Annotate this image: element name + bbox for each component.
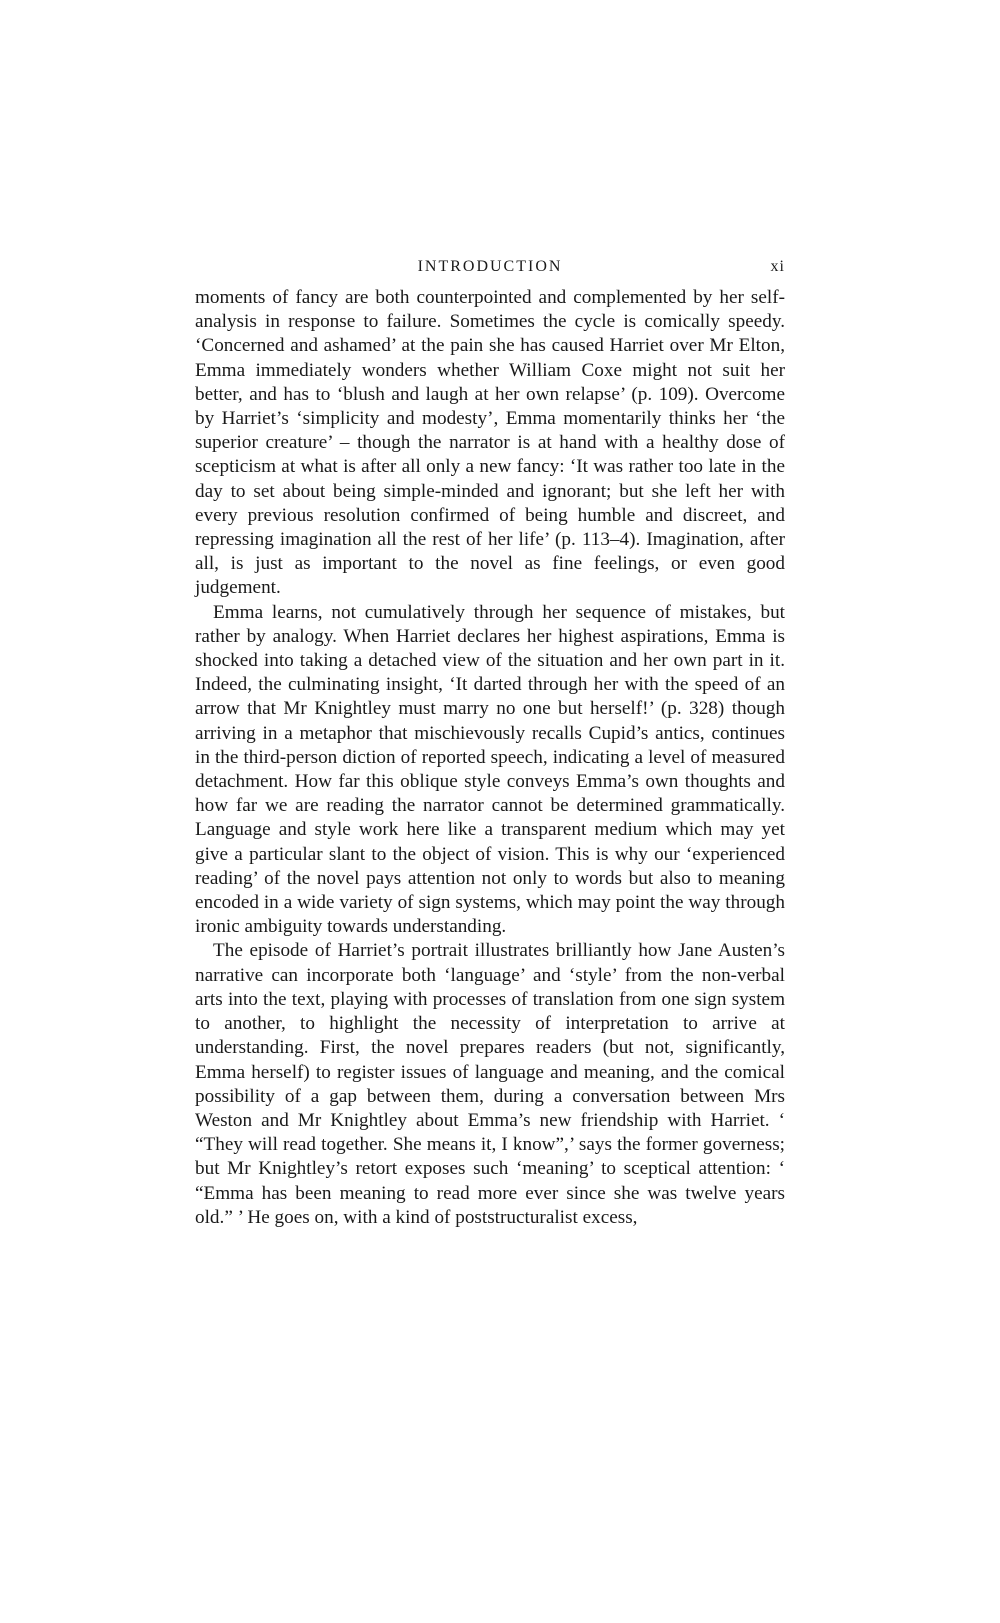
running-title: INTRODUCTION <box>417 258 563 275</box>
paragraph-2: Emma learns, not cumulatively through her sequence of mistakes, but rather by analogy. When Harriet declares her highest aspirations, Emma is shocked into taking a detached view of the situation and her own part in it. Indeed, the culminating insight, ‘It darted through her with the speed of an arrow that Mr Knightley must marry no one but herself!’ (p. 328) though arriving in a metaphor that mischievously recalls Cupid’s antics, continues in the third-person diction of reported speech, indicating a level of measured detachment. How far this oblique style conveys Emma’s own thoughts and how far we are reading the narrator cannot be determined grammatically. Language and style work here like a transparent medium which may yet give a particular slant to the object of vision. This is why our ‘experienced reading’ of the novel pays attention not only to words but also to meaning encoded in a wide variety of sign systems, which may point the way through ironic ambiguity towards understanding. <box>195 601 785 938</box>
running-head <box>195 254 785 286</box>
book-page <box>195 254 785 1230</box>
page-number: xi <box>770 258 785 275</box>
body-text <box>195 286 785 1230</box>
paragraph-3: The episode of Harriet’s portrait illustrates brilliantly how Jane Austen’s narrative can incorporate both ‘language’ and ‘style’ from the non-verbal arts into the text, playing with processes of translation from one sign system to another, to highlight the necessity of interpretation to arrive at understanding. First, the novel prepares readers (but not, significantly, Emma herself) to register issues of language and meaning, and the comical possibility of a gap between them, during a conversation between Mrs Weston and Mr Knightley about Emma’s new friendship with Harriet. ‘ “They will read together. She means it, I know”,’ says the former governess; but Mr Knightley’s retort exposes such ‘meaning’ to sceptical attention: ‘ “Emma has been meaning to read more ever since she was twelve years old.” ’ He goes on, with a kind of poststructuralist excess, <box>195 940 785 1228</box>
paragraph-1: moments of fancy are both counterpointed and complemented by her self-analysis in response to failure. Sometimes the cycle is comically speedy. ‘Concerned and ashamed’ at the pain she has caused Harriet over Mr Elton, Emma immediately wonders whether William Coxe might not suit her better, and has to ‘blush and laugh at her own relapse’ (p. 109). Overcome by Harriet’s ‘simplicity and modesty’, Emma momentarily thinks her ‘the superior creature’ – though the narrator is at hand with a healthy dose of scepticism at what is after all only a new fancy: ‘It was rather too late in the day to set about being simple-minded and ignorant; but she left her with every previous resolution confirmed of being humble and discreet, and repressing imagination all the rest of her life’ (p. 113–4). Imagination, after all, is just as important to the novel as fine feelings, or even good judgement. <box>195 287 785 599</box>
